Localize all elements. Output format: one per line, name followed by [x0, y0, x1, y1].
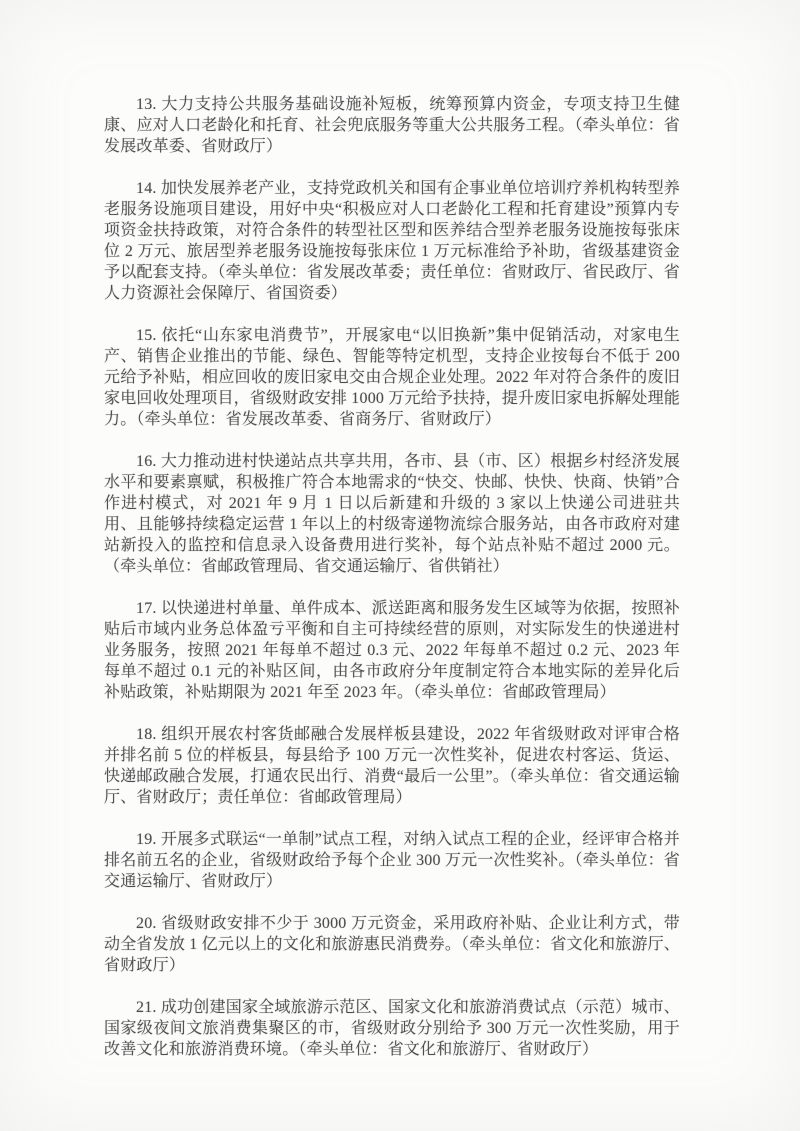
- policy-paragraph-20: 20. 省级财政安排不少于 3000 万元资金，采用政府补贴、企业让利方式，带动全省发放 1 亿元以上的文化和旅游惠民消费券。（牵头单位：省文化和旅游厅、省财政厅）: [104, 915, 680, 974]
- policy-paragraph-14: 14. 加快发展养老产业，支持党政机关和国有企事业单位培训疗养机构转型养老服务设施项目建设，用好中央“积极应对人口老龄化工程和托育建设”预算内专项资金扶持政策，对符合条件的转型社区型和医养结合型养老服务设施按每张床位 2 万元、旅居型养老服务设施按每张床位 1 万元标准给予补助，省级基建资金予以配套支持。（牵头单位：省发展改革委；责任单位：省财政厅、省民政厅、省人力资源社会保障厅、省国资委）: [104, 180, 680, 302]
- policy-paragraph-16: 16. 大力推动进村快递站点共享共用，各市、县（市、区）根据乡村经济发展水平和要素禀赋，积极推广符合本地需求的“快交、快邮、快快、快商、快销”合作进村模式，对 2021 年 9 月 1 日以后新建和升级的 3 家以上快递公司进驻共用、且能够持续稳定运营 1 年以上的村级寄递物流综合服务站，由各市政府对建站新投入的监控和信息录入设备费用进行奖补，每个站点补贴不超过 2000 元。（牵头单位：省邮政管理局、省交通运输厅、省供销社）: [104, 453, 680, 575]
- policy-paragraph-13: 13. 大力支持公共服务基础设施补短板，统筹预算内资金，专项支持卫生健康、应对人口老龄化和托育、社会兜底服务等重大公共服务工程。（牵头单位：省发展改革委、省财政厅）: [104, 96, 680, 155]
- policy-paragraph-18: 18. 组织开展农村客货邮融合发展样板县建设，2022 年省级财政对评审合格并排名前 5 位的样板县，每县给予 100 万元一次性奖补，促进农村客运、货运、快递邮政融合发展，打通农民出行、消费“最后一公里”。（牵头单位：省交通运输厅、省财政厅；责任单位：省邮政管理局）: [104, 726, 680, 806]
- policy-paragraph-21: 21. 成功创建国家全域旅游示范区、国家文化和旅游消费试点（示范）城市、国家级夜间文旅消费集聚区的市，省级财政分别给予 300 万元一次性奖励，用于改善文化和旅游消费环境。（牵头单位：省文化和旅游厅、省财政厅）: [104, 999, 680, 1058]
- policy-paragraph-19: 19. 开展多式联运“一单制”试点工程，对纳入试点工程的企业，经评审合格并排名前五名的企业，省级财政给予每个企业 300 万元一次性奖补。（牵头单位：省交通运输厅、省财政厅）: [104, 831, 680, 890]
- policy-paragraph-15: 15. 依托“山东家电消费节”，开展家电“以旧换新”集中促销活动，对家电生产、销售企业推出的节能、绿色、智能等特定机型，支持企业按每台不低于 200 元给予补贴，相应回收的废旧家电交由合规企业处理。2022 年对符合条件的废旧家电回收处理项目，省级财政安排 1000 万元给予扶持，提升废旧家电拆解处理能力。（牵头单位：省发展改革委、省商务厅、省财政厅）: [104, 327, 680, 428]
- policy-paragraph-17: 17. 以快递进村单量、单件成本、派送距离和服务发生区域等为依据，按照补贴后市域内业务总体盈亏平衡和自主可持续经营的原则，对实际发生的快递进村业务服务，按照 2021 年每单不超过 0.3 元、2022 年每单不超过 0.2 元、2023 年每单不超过 0.1 元的补贴区间，由各市政府分年度制定符合本地实际的差异化后补贴政策，补贴期限为 2021 年至 2023 年。（牵头单位：省邮政管理局）: [104, 600, 680, 701]
- document-body: [104, 94, 680, 1060]
